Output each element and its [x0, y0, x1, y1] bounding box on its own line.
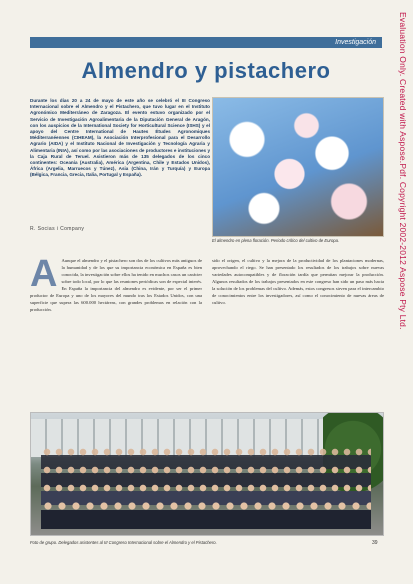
article-byline: R. Socias i Company — [30, 226, 85, 232]
page-number: 39 — [372, 540, 378, 546]
crowd-row — [41, 501, 371, 529]
body-left-text: Aunque el almendro y el pistachero son dos de los cultivos más antiguos de la humanidad y de los que su importancia económica en España es bien conocida, la investigación sobre ellos ha tenido en muchos casos un carácter sobre todo local, por lo que las reuniones periódicas son de especial interés. En España la importancia del almendro es evidente, por ser el primer productor de Europa y uno de los mayores del mundo tras los Estados Unidos, con una superficie que supera las 600.000 hectáreas, con grandes problemas en relación con la producción. — [30, 258, 202, 312]
article-title: Almendro y pistachero — [81, 58, 331, 83]
blossom-photo-caption: El almendro en plena floración. Periodo crítico del cultivo de Europa. — [212, 238, 340, 243]
section-header-bar: Investigación — [30, 37, 382, 48]
almond-blossom-photo — [212, 97, 384, 237]
article-intro: Durante los días 20 a 24 de mayo de este año se celebró el III Congreso Internacional sobre el Almendro y el Pistachero, que tuvo lugar en el Instituto Agronómico Mediterráneo de Zaragoza. El evento estuvo organizado por el Servicio de Investigación Agroalimentaria de la Diputación General de Aragón, con los auspicios de la International Society for Horticultural Science (ISHS) y el apoyo del Centre International de Hautes Études Agronomiques Méditerranéennes (CIHEAM), la Asociación Interprofesional para el Desarrollo Agrario (AIDA) y el Instituto Nacional de Investigación y Tecnología Agraria y Alimentaria (INIA), así como por las asociaciones de productores e instituciones y la Caja Rural de Teruel. Asistieron más de 135 delegados de los cinco continentes: Oceanía (Australia), América (Argentina, Chile y Estados Unidos), África (Argelia, Marruecos y Túnez), Asia (China, Irán y Turquía) y Europa (Bélgica, Francia, Grecia, Italia, Portugal y España). — [30, 98, 210, 178]
body-column-left — [30, 253, 202, 313]
group-photo-caption: Foto de grupo. Delegados asistentes al III Congreso Internacional sobre el Almendro y el Pistachero. — [30, 540, 217, 545]
group-photo — [30, 412, 384, 536]
drop-cap: A — [30, 253, 58, 295]
evaluation-watermark: Evaluation Only. Created with Aspose.Pdf. Copyright 2002-2012 Aspose Pty Ltd. — [398, 12, 408, 330]
body-column-right: sido el origen, el cultivo y la mejora de la productividad de los plantaciones modernas, aprovechando el riego. Se han presentado los resultados de los trabajos sobre nuevas variedades autocompatibles y de floración tardía que permitan mejorar la producción. Algunos resultados de los trabajos presentados en este congreso han sido un paso más hacia la solución de los problemas del cultivo. Además, estos congresos sirven para el intercambio de conocimientos entre los investigadores, así como el conocimiento de nuevas áreas de cultivo. — [212, 258, 384, 305]
